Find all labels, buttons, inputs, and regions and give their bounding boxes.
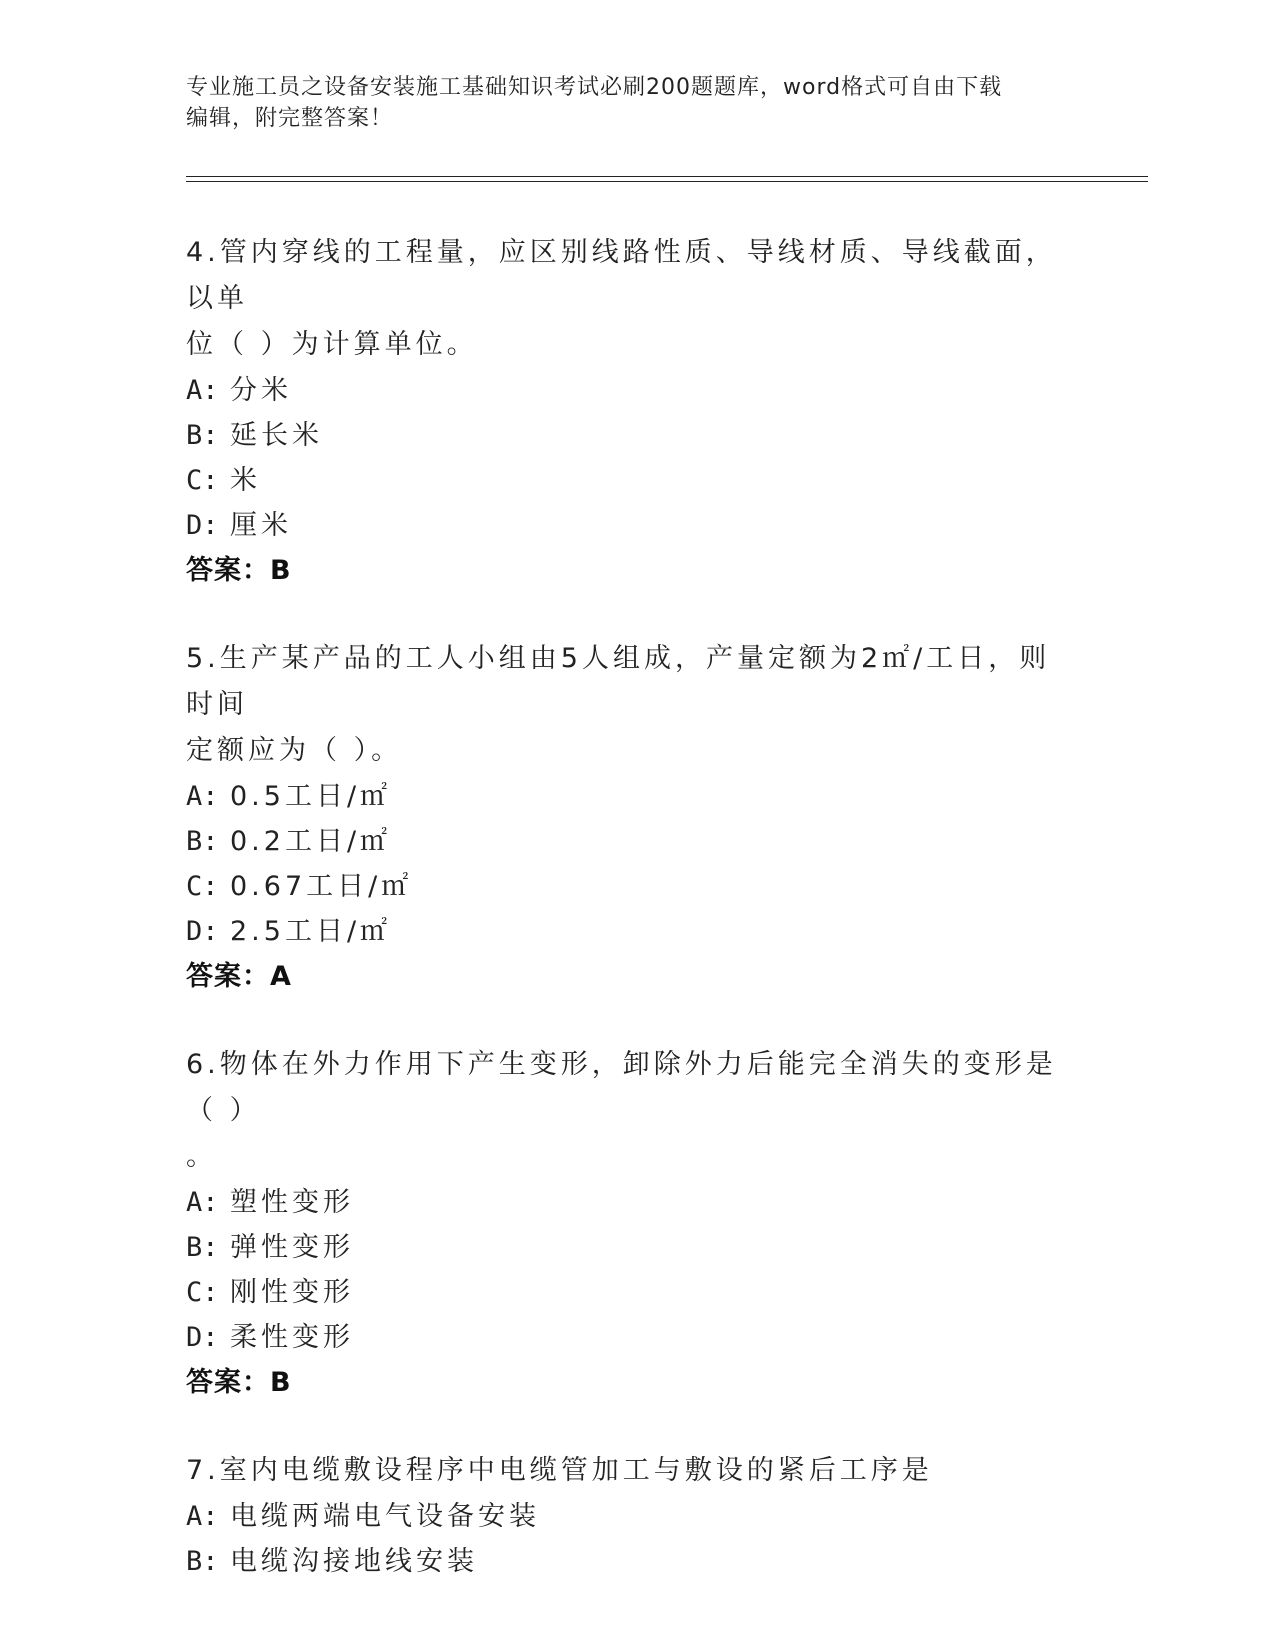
option-b xyxy=(186,819,1066,864)
option-a xyxy=(186,774,1066,819)
option-b xyxy=(186,413,1066,458)
option-key: B: xyxy=(186,1546,219,1577)
option-b xyxy=(186,1225,1066,1270)
option-key: D: xyxy=(186,510,219,541)
option-text: 弹性变形 xyxy=(230,1232,354,1263)
option-text: 刚性变形 xyxy=(230,1277,354,1308)
option-text: 0.5工日/㎡ xyxy=(230,781,392,812)
option-c xyxy=(186,864,1066,909)
option-key: C: xyxy=(186,1277,219,1308)
question-stem: 6.物体在外力作用下产生变形，卸除外力后能完全消失的变形是（ ） xyxy=(186,1049,1057,1126)
option-d xyxy=(186,1315,1066,1360)
option-c xyxy=(186,458,1066,503)
option-key: D: xyxy=(186,1322,219,1353)
option-text: 延长米 xyxy=(230,420,323,451)
option-text: 厘米 xyxy=(230,510,292,541)
option-d xyxy=(186,909,1066,954)
question-stem: 定额应为（ ）。 xyxy=(186,735,403,766)
option-text: 米 xyxy=(230,465,261,496)
option-d xyxy=(186,503,1066,548)
option-key: A: xyxy=(186,1501,219,1532)
option-text: 2.5工日/㎡ xyxy=(230,916,392,947)
option-key: B: xyxy=(186,826,219,857)
answer: 答案：A xyxy=(186,961,292,992)
question-stem: 5.生产某产品的工人小组由5人组成，产量定额为2㎡/工日，则时间 xyxy=(186,643,1051,720)
option-text: 电缆两端电气设备安装 xyxy=(230,1501,540,1532)
question-stem: 4.管内穿线的工程量，应区别线路性质、导线材质、导线截面，以单 xyxy=(186,237,1057,314)
header-divider-bottom xyxy=(186,181,1148,182)
option-text: 0.67工日/㎡ xyxy=(230,871,413,902)
option-key: A: xyxy=(186,375,219,406)
question-stem: 。 xyxy=(186,1141,217,1172)
question-7 xyxy=(186,1448,1066,1584)
answer: 答案：B xyxy=(186,1367,292,1398)
option-a xyxy=(186,1180,1066,1225)
option-key: C: xyxy=(186,871,219,902)
question-4 xyxy=(186,230,1066,593)
option-c xyxy=(186,1270,1066,1315)
question-list xyxy=(186,230,1066,1627)
header-title-line-2: 编辑，附完整答案！ xyxy=(186,106,394,131)
option-b xyxy=(186,1539,1066,1584)
question-stem: 7.室内电缆敷设程序中电缆管加工与敷设的紧后工序是 xyxy=(186,1455,933,1486)
option-a xyxy=(186,1494,1066,1539)
option-key: A: xyxy=(186,1187,219,1218)
question-stem: 位（ ）为计算单位。 xyxy=(186,329,478,360)
option-key: B: xyxy=(186,1232,219,1263)
option-key: D: xyxy=(186,916,219,947)
option-key: A: xyxy=(186,781,219,812)
option-a xyxy=(186,368,1066,413)
option-key: B: xyxy=(186,420,219,451)
question-6 xyxy=(186,1042,1066,1405)
option-text: 分米 xyxy=(230,375,292,406)
question-5 xyxy=(186,636,1066,999)
option-text: 电缆沟接地线安装 xyxy=(230,1546,478,1577)
header-title-line-1: 专业施工员之设备安装施工基础知识考试必刷200题题库，word格式可自由下载 xyxy=(186,75,1003,100)
option-key: C: xyxy=(186,465,219,496)
option-text: 柔性变形 xyxy=(230,1322,354,1353)
document-header xyxy=(186,72,1086,134)
option-text: 0.2工日/㎡ xyxy=(230,826,392,857)
option-text: 塑性变形 xyxy=(230,1187,354,1218)
header-divider-top xyxy=(186,176,1148,177)
answer: 答案：B xyxy=(186,555,292,586)
